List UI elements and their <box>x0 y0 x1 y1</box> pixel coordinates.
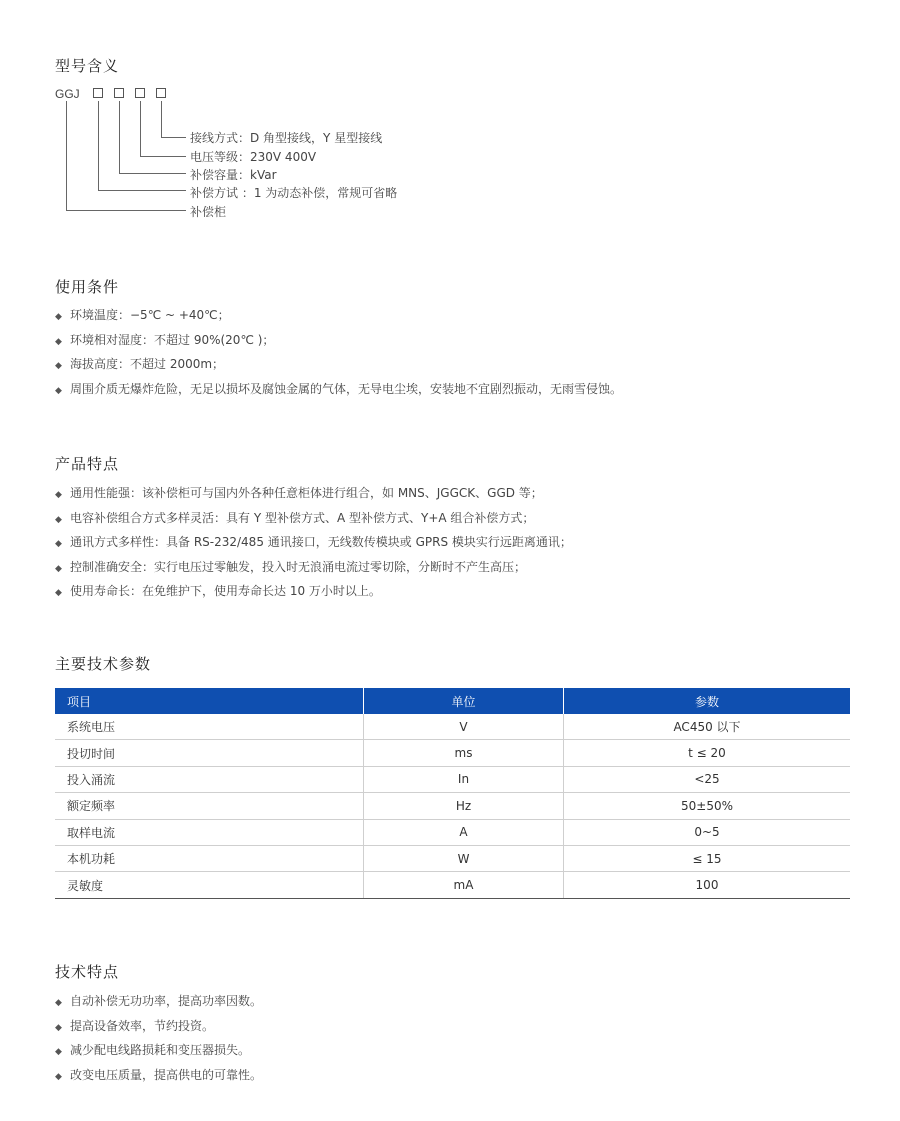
list-item: ◆ 环境温度：−5℃ ~ +40℃； <box>55 305 622 330</box>
table-cell: <25 <box>564 766 851 792</box>
table-row <box>55 872 850 898</box>
features-list <box>55 483 572 606</box>
table-cell: ≤ 15 <box>564 845 851 871</box>
params-table <box>55 688 850 899</box>
model-box-4 <box>156 88 166 98</box>
table-cell: W <box>364 845 564 871</box>
connector-line <box>161 101 162 138</box>
table-row <box>55 793 850 819</box>
diamond-bullet-icon: ◆ <box>55 539 62 550</box>
model-heading: 型号含义 <box>55 57 120 75</box>
table-cell: t ≤ 20 <box>564 740 851 766</box>
diamond-bullet-icon: ◆ <box>55 312 62 322</box>
model-box-3 <box>135 88 145 98</box>
column-header: 单位 <box>364 688 564 714</box>
column-header: 项目 <box>55 688 364 714</box>
list-item: ◆ 通用性能强：该补偿柜可与国内外各种任意柜体进行组合，如 MNS、JGGCK、GGD 等； <box>55 483 572 508</box>
conditions-list <box>55 305 622 403</box>
features-heading: 产品特点 <box>55 455 120 473</box>
table-row <box>55 845 850 871</box>
list-item: ◆ 周围介质无爆炸危险，无足以损坏及腐蚀金属的气体，无导电尘埃，安装地不宜剧烈振动，无雨雪侵蚀。 <box>55 379 622 404</box>
params-heading: 主要技术参数 <box>55 655 152 673</box>
table-cell: mA <box>364 872 564 898</box>
model-box-1 <box>93 88 103 98</box>
list-item: ◆ 环境相对湿度：不超过 90%(20℃ )； <box>55 330 622 355</box>
list-item: ◆ 使用寿命长：在免维护下，使用寿命长达 10 万小时以上。 <box>55 581 572 606</box>
table-row <box>55 766 850 792</box>
diamond-bullet-icon: ◆ <box>55 1022 62 1033</box>
connector-line <box>140 156 186 157</box>
column-header: 参数 <box>564 688 851 714</box>
table-row <box>55 714 850 740</box>
connector-line <box>119 173 186 174</box>
diamond-bullet-icon: ◆ <box>55 361 62 372</box>
list-item: ◆ 改变电压质量，提高供电的可靠性。 <box>55 1065 262 1090</box>
diamond-bullet-icon: ◆ <box>55 514 62 525</box>
table-cell: 50±50% <box>564 793 851 819</box>
table-cell: 灵敏度 <box>55 872 364 898</box>
diamond-bullet-icon: ◆ <box>55 998 62 1008</box>
diamond-bullet-icon: ◆ <box>55 490 62 500</box>
table-cell: 0~5 <box>564 819 851 845</box>
table-cell: 取样电流 <box>55 819 364 845</box>
connector-line <box>66 101 67 210</box>
connector-line <box>140 101 141 156</box>
table-cell: AC450 以下 <box>564 714 851 740</box>
connector-line <box>98 101 99 190</box>
diamond-bullet-icon: ◆ <box>55 1071 62 1082</box>
model-label-capacity: 补偿容量：kVar <box>190 168 277 182</box>
list-item: ◆ 控制准确安全：实行电压过零触发，投入时无浪涌电流过零切除，分断时不产生高压； <box>55 557 572 582</box>
tech-heading: 技术特点 <box>55 963 120 981</box>
table-cell: In <box>364 766 564 792</box>
diamond-bullet-icon: ◆ <box>55 588 62 599</box>
connector-line <box>161 137 186 138</box>
table-row <box>55 819 850 845</box>
model-label-wiring: 接线方式：D 角型接线，Y 星型接线 <box>190 131 383 145</box>
list-item: ◆ 通讯方式多样性：具备 RS-232/485 通讯接口，无线数传模块或 GPRS 模块实行远距离通讯； <box>55 532 572 557</box>
table-cell: V <box>364 714 564 740</box>
table-cell: 本机功耗 <box>55 845 364 871</box>
table-cell: Hz <box>364 793 564 819</box>
table-cell: 额定频率 <box>55 793 364 819</box>
model-box-2 <box>114 88 124 98</box>
table-header-row <box>55 688 850 714</box>
table-cell: 投切时间 <box>55 740 364 766</box>
list-item: ◆ 提高设备效率，节约投资。 <box>55 1016 262 1041</box>
model-label-voltage: 电压等级：230V 400V <box>190 150 317 164</box>
diamond-bullet-icon: ◆ <box>55 1047 62 1058</box>
table-row <box>55 740 850 766</box>
diamond-bullet-icon: ◆ <box>55 336 62 347</box>
conditions-heading: 使用条件 <box>55 278 120 296</box>
diamond-bullet-icon: ◆ <box>55 385 62 396</box>
connector-line <box>98 190 186 191</box>
tech-list <box>55 991 262 1089</box>
table-cell: 投入涌流 <box>55 766 364 792</box>
connector-line <box>66 210 186 211</box>
list-item: ◆ 减少配电线路损耗和变压器损失。 <box>55 1040 262 1065</box>
list-item: ◆ 自动补偿无功功率，提高功率因数。 <box>55 991 262 1016</box>
connector-line <box>119 101 120 173</box>
list-item: ◆ 海拔高度：不超过 2000m； <box>55 354 622 379</box>
table-cell: 100 <box>564 872 851 898</box>
list-item: ◆ 电容补偿组合方式多样灵活：具有 Y 型补偿方式、A 型补偿方式、Y+A 组合补偿方式； <box>55 508 572 533</box>
table-cell: ms <box>364 740 564 766</box>
diamond-bullet-icon: ◆ <box>55 563 62 574</box>
model-label-cabinet: 补偿柜 <box>190 205 227 219</box>
model-label-mode: 补偿方试 ：1 为动态补偿，常规可省略 <box>190 186 398 200</box>
table-cell: 系统电压 <box>55 714 364 740</box>
model-prefix: GGJ <box>55 87 80 101</box>
table-cell: A <box>364 819 564 845</box>
